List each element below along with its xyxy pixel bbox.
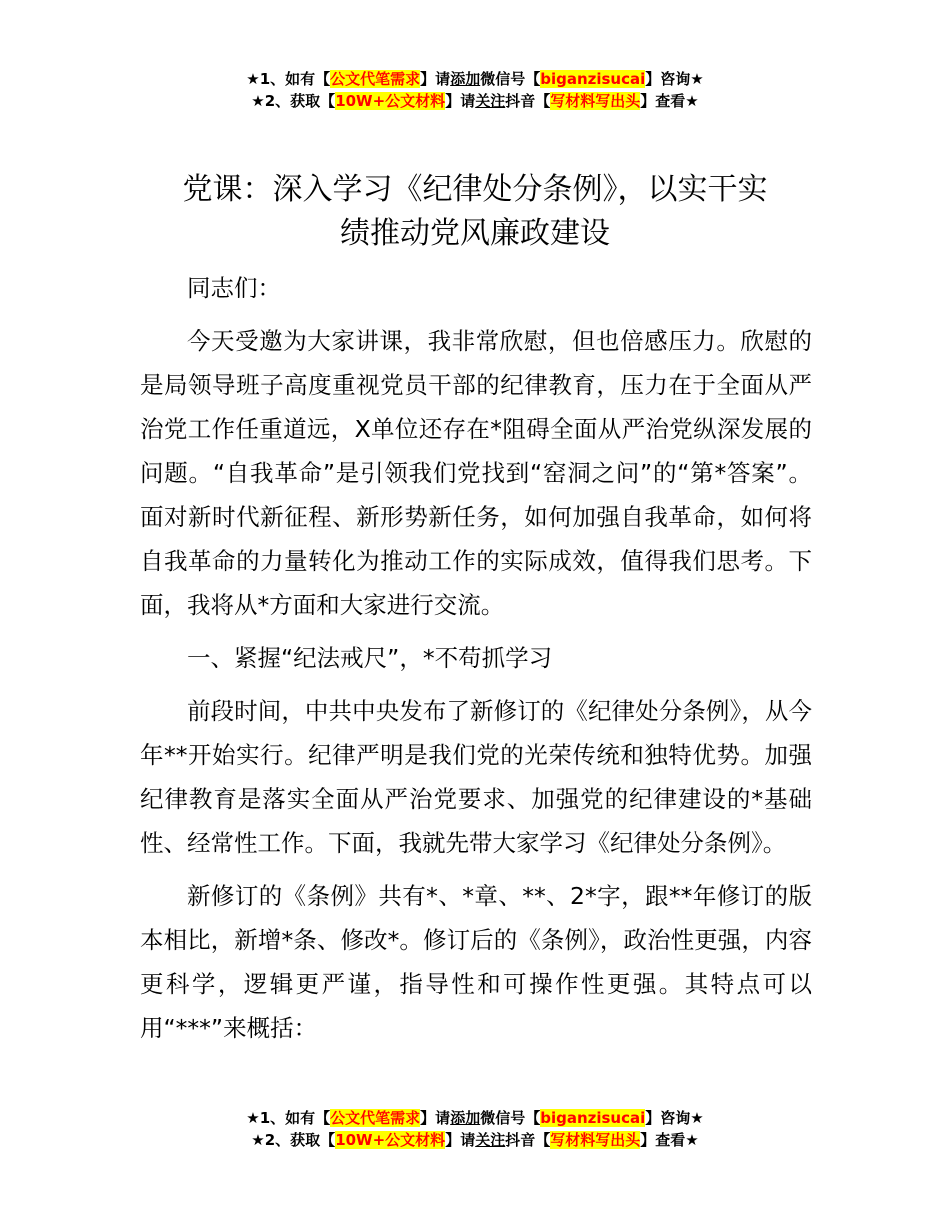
- title-line-2: 绩推动党风廉政建设: [340, 216, 610, 251]
- paragraph: 前段时间，中共中央发布了新修订的《纪律处分条例》，从今年**开始实行。纪律严明是我们党的光荣传统和独特优势。加强纪律教育是落实全面从严治党要求、加强党的纪律建设的*基础性、经常性工作。下面，我就先带大家学习《纪律处分条例》。: [140, 697, 812, 857]
- promo-line-2: ★2、获取【10W+公文材料】请关注抖音【写材料写出头】查看★: [251, 1131, 699, 1149]
- highlight-douyin: 写材料写出头: [550, 1131, 641, 1149]
- title-line-1: 党课：深入学习《纪律处分条例》，以实干实: [182, 172, 768, 207]
- highlight-douyin: 写材料写出头: [550, 92, 641, 110]
- highlight-service: 公文代笔需求: [330, 1109, 421, 1127]
- section-heading: 一、紧握“纪法戒尺”，*不苟抓学习: [187, 644, 553, 672]
- highlight-service: 公文代笔需求: [330, 70, 421, 88]
- paragraph: 新修订的《条例》共有*、*章、**、2*字，跟**年修订的版本相比，新增*条、修改*。修订后的《条例》，政治性更强，内容更科学，逻辑更严谨，指导性和可操作性更强。其特点可以用“***”来概括：: [140, 882, 812, 1042]
- promo-banner-bottom: [0, 1107, 950, 1151]
- promo-line-2: ★2、获取【10W+公文材料】请关注抖音【写材料写出头】查看★: [251, 92, 699, 110]
- document-title: [120, 168, 830, 256]
- highlight-wechat-id: biganzisucai: [540, 1109, 646, 1127]
- salutation: 同志们：: [187, 274, 281, 302]
- promo-line-1: ★1、如有【公文代笔需求】请添加微信号【biganzisucai】咨询★: [246, 70, 704, 88]
- promo-banner-top: [0, 68, 950, 112]
- highlight-wechat-id: biganzisucai: [540, 70, 646, 88]
- paragraph: 今天受邀为大家讲课，我非常欣慰，但也倍感压力。欣慰的是局领导班子高度重视党员干部的纪律教育，压力在于全面从严治党工作任重道远，X单位还存在*阻碍全面从严治党纵深发展的问题。“自我革命”是引领我们党找到“窑洞之问”的“第*答案”。面对新时代新征程、新形势新任务，如何加强自我革命，如何将自我革命的力量转化为推动工作的实际成效，值得我们思考。下面，我将从*方面和大家进行交流。: [140, 327, 812, 619]
- highlight-materials: 10W+公文材料: [335, 92, 446, 110]
- highlight-materials: 10W+公文材料: [335, 1131, 446, 1149]
- document-body: [140, 266, 812, 1050]
- promo-line-1: ★1、如有【公文代笔需求】请添加微信号【biganzisucai】咨询★: [246, 1109, 704, 1127]
